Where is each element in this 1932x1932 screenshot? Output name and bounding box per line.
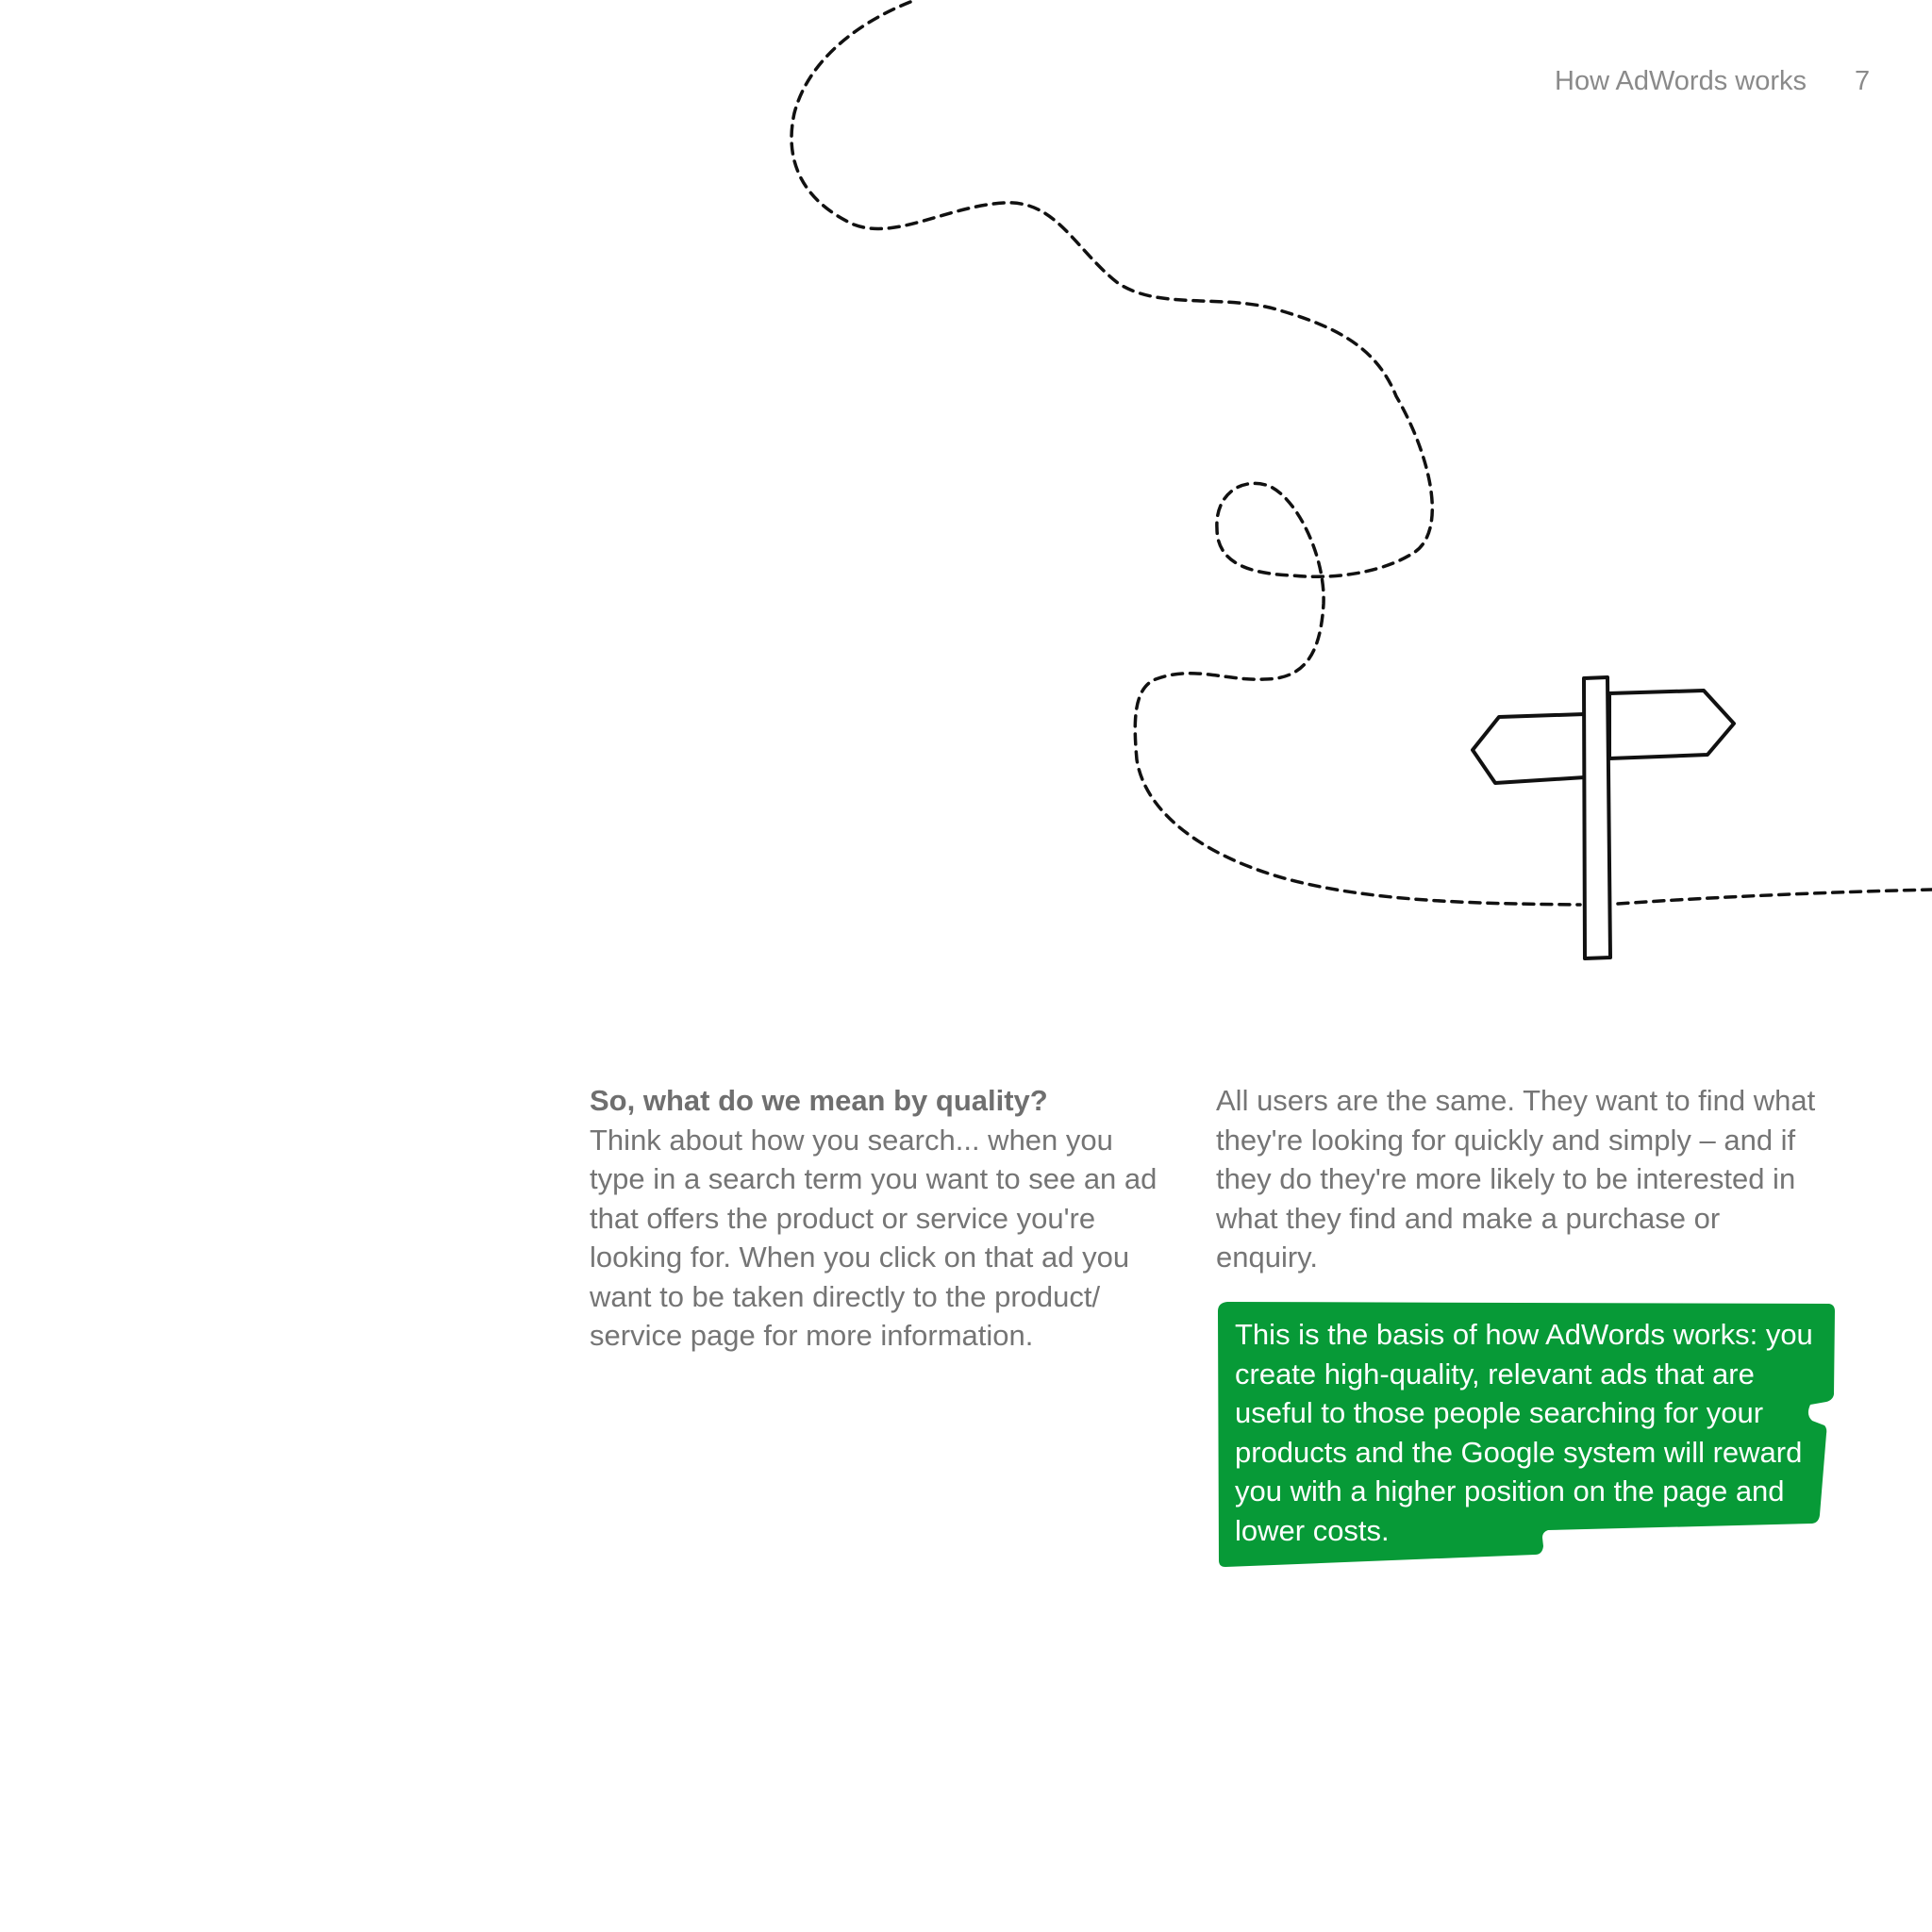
section-heading: So, what do we mean by quality? [590, 1084, 1048, 1117]
right-body-text: All users are the same. They want to find what they're looking for quickly and simply – and if they do they're more likely to be interested in what they find and make a purchase or enquiry. [1216, 1084, 1816, 1274]
dashed-path [791, 2, 1932, 905]
left-body-text: Think about how you search... when you type in a search term you want to see an ad that offers the product or service you're looking for. When you click on that ad you want to be taken directly to the product/ service page for more information. [590, 1123, 1158, 1352]
page-number: 7 [1855, 66, 1871, 96]
callout-box [1216, 1300, 1839, 1568]
left-column [590, 1081, 1174, 1356]
section-title: How AdWords works [1555, 66, 1807, 96]
right-column [1216, 1081, 1820, 1277]
callout-text: This is the basis of how AdWords works: you create high-quality, relevant ads that are useful to those people searching for your products and the Google system will reward you with a higher position on the page and lower costs. [1235, 1318, 1813, 1547]
signpost-icon [1473, 677, 1734, 958]
